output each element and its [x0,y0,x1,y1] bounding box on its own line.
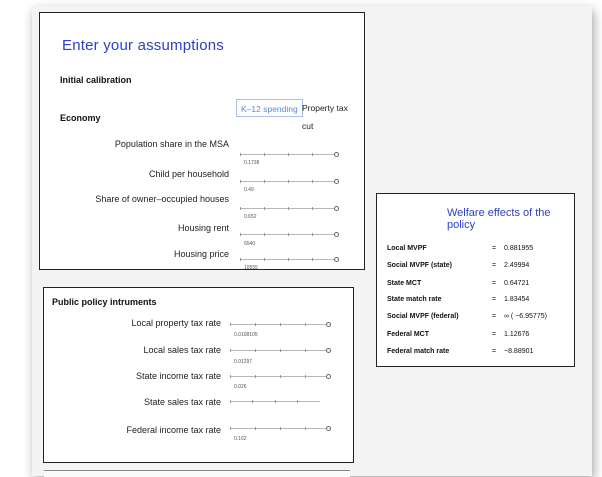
slider-label-state-income-tax: State income tax rate [135,371,221,381]
welfare-value-local-mvpf: 0.881955 [504,245,534,252]
slider-label-state-sales-tax: State sales tax rate [143,397,221,407]
welfare-title: Welfare effects of the policy [447,207,551,231]
assumptions-title: Enter your assumptions [62,37,224,54]
welfare-label-state-mct: State MCT [387,280,422,287]
tab-property-tax-cut[interactable]: Property tax cut [302,103,348,131]
slider-handle[interactable] [334,152,339,157]
slider-value-federal-income-tax: 0.162 [234,436,247,442]
welfare-value-state-match-rate: 1.83454 [504,296,530,303]
slider-label-owner-occupied: Share of owner–occupied houses [95,194,229,204]
slider-value-state-income-tax: 0.026 [234,384,247,390]
welfare-eq: = [492,296,497,303]
slider-state-income-tax[interactable] [230,376,330,377]
slider-label-child-per-household: Child per household [148,169,229,179]
slider-handle[interactable] [334,179,339,184]
welfare-eq: = [492,313,497,320]
welfare-value-federal-mct: 1.12676 [504,331,530,338]
welfare-label-federal-mct: Federal MCT [387,331,430,338]
slider-local-sales-tax[interactable] [230,350,330,351]
slider-label-housing-rent: Housing rent [177,223,229,233]
slider-value-local-sales-tax: 0.01297 [234,359,253,365]
slider-value-local-property-tax: 0.0108105 [234,332,258,338]
initial-calibration-heading: Initial calibration [60,75,132,85]
welfare-value-federal-match-rate: −8.88901 [504,348,534,355]
welfare-eq: = [492,262,497,269]
welfare-eq: = [492,280,497,287]
slider-handle[interactable] [334,257,339,262]
slider-label-population-share: Population share in the MSA [114,139,229,149]
slider-housing-price[interactable] [240,259,336,260]
slider-value-child-per-household: 0.49 [244,187,254,193]
welfare-eq: = [492,245,497,252]
welfare-eq: = [492,331,497,338]
slider-handle[interactable] [334,206,339,211]
slider-value-owner-occupied: 0.652 [244,214,257,220]
welfare-label-social-mvpf-state: Social MVPF (state) [387,262,452,269]
welfare-panel [376,193,575,367]
slider-value-population-share: 0.1738 [244,160,260,166]
slider-label-local-sales-tax: Local sales tax rate [143,345,221,355]
slider-handle[interactable] [326,322,331,327]
slider-state-sales-tax[interactable] [230,401,320,402]
policy-panel [43,287,354,463]
assumptions-panel [39,12,365,270]
welfare-label-local-mvpf: Local MVPF [387,245,427,252]
tab-k12-spending[interactable]: K–12 spending [236,99,303,117]
welfare-label-state-match-rate: State match rate [387,296,442,303]
slider-handle[interactable] [326,374,331,379]
welfare-eq: = [492,348,497,355]
policy-title: Public policy intruments [52,297,157,307]
slider-value-housing-rent: 6540 [244,241,256,247]
welfare-value-social-mvpf-federal: ∞ ( −6.95775) [504,313,547,320]
welfare-value-state-mct: 0.64721 [504,280,530,287]
slider-value-housing-price: 10555 [244,265,258,270]
slider-child-per-household[interactable] [240,181,336,182]
slider-handle[interactable] [334,232,339,237]
slider-federal-income-tax[interactable] [230,428,330,429]
welfare-label-social-mvpf-federal: Social MVPF (federal) [387,313,459,320]
slider-label-federal-income-tax: Federal income tax rate [126,425,221,435]
slider-owner-occupied[interactable] [240,208,336,209]
slider-label-housing-price: Housing price [173,249,229,259]
slider-handle[interactable] [326,426,331,431]
welfare-label-federal-match-rate: Federal match rate [387,348,450,355]
slider-label-local-property-tax: Local property tax rate [131,318,221,328]
slider-local-property-tax[interactable] [230,324,330,325]
slider-population-share[interactable] [240,154,336,155]
welfare-value-social-mvpf-state: 2.49994 [504,262,530,269]
slider-housing-rent[interactable] [240,234,336,235]
slider-handle[interactable] [326,348,331,353]
economy-heading: Economy [60,113,101,123]
